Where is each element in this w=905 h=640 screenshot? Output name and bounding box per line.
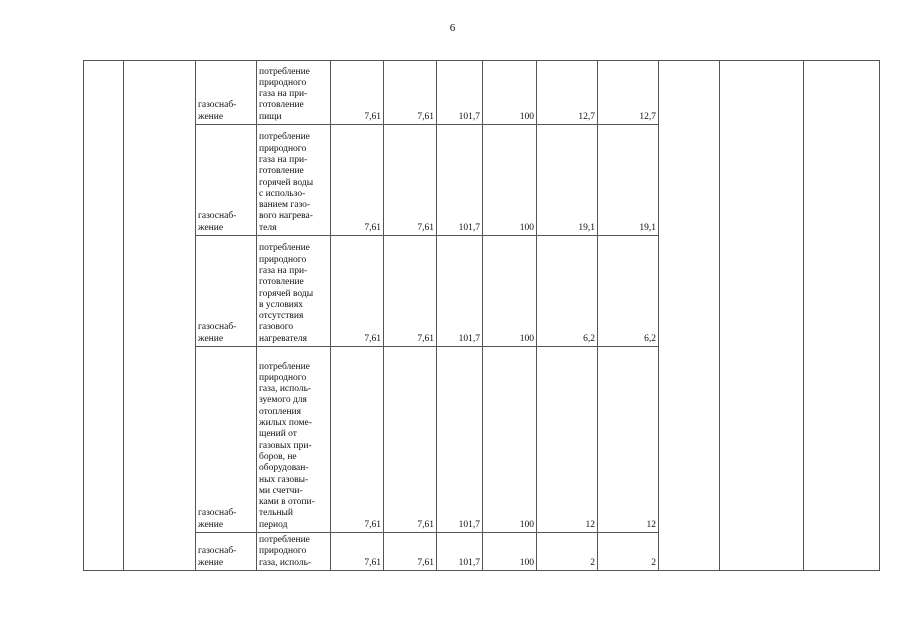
sector-cell: газоснаб- жение bbox=[196, 236, 257, 347]
empty-cell bbox=[84, 61, 124, 571]
value-cell: 7,61 bbox=[331, 533, 384, 571]
value-cell: 19,1 bbox=[537, 125, 598, 236]
value-cell: 7,61 bbox=[384, 347, 437, 533]
empty-cell bbox=[720, 61, 804, 571]
value-cell: 101,7 bbox=[437, 347, 483, 533]
value-cell: 100 bbox=[483, 125, 537, 236]
sector-cell: газоснаб- жение bbox=[196, 533, 257, 571]
value-cell: 7,61 bbox=[331, 61, 384, 125]
description-cell: потребление природного газа, исполь- bbox=[257, 533, 331, 571]
empty-cell bbox=[124, 61, 196, 571]
value-cell: 12 bbox=[598, 347, 659, 533]
description-cell: потребление природного газа на при- готовление горячей воды в условиях отсутствия газового нагревателя bbox=[257, 236, 331, 347]
value-cell: 6,2 bbox=[598, 236, 659, 347]
value-cell: 7,61 bbox=[331, 236, 384, 347]
value-cell: 100 bbox=[483, 533, 537, 571]
value-cell: 7,61 bbox=[331, 347, 384, 533]
value-cell: 7,61 bbox=[384, 125, 437, 236]
value-cell: 7,61 bbox=[384, 236, 437, 347]
value-cell: 101,7 bbox=[437, 533, 483, 571]
sector-cell: газоснаб- жение bbox=[196, 125, 257, 236]
value-cell: 7,61 bbox=[331, 125, 384, 236]
value-cell: 101,7 bbox=[437, 125, 483, 236]
sector-cell: газоснаб- жение bbox=[196, 347, 257, 533]
description-cell: потребление природного газа, исполь- зуемого для отопления жилых поме- щений от газовых при- боров, не оборудован- ных газовы- ми счетчи- ками в отопи- тельный период bbox=[257, 347, 331, 533]
value-cell: 100 bbox=[483, 236, 537, 347]
empty-cell bbox=[804, 61, 880, 571]
sector-cell: газоснаб- жение bbox=[196, 61, 257, 125]
value-cell: 101,7 bbox=[437, 236, 483, 347]
description-cell: потребление природного газа на при- готовление пищи bbox=[257, 61, 331, 125]
value-cell: 6,2 bbox=[537, 236, 598, 347]
value-cell: 7,61 bbox=[384, 61, 437, 125]
tariff-table bbox=[83, 60, 880, 571]
value-cell: 7,61 bbox=[384, 533, 437, 571]
value-cell: 19,1 bbox=[598, 125, 659, 236]
value-cell: 101,7 bbox=[437, 61, 483, 125]
value-cell: 12,7 bbox=[598, 61, 659, 125]
value-cell: 12,7 bbox=[537, 61, 598, 125]
value-cell: 100 bbox=[483, 347, 537, 533]
page-number: 6 bbox=[449, 22, 456, 34]
value-cell: 100 bbox=[483, 61, 537, 125]
value-cell: 2 bbox=[598, 533, 659, 571]
description-cell: потребление природного газа на при- готовление горячей воды с использо- ванием газо- вого нагрева- теля bbox=[257, 125, 331, 236]
empty-cell bbox=[659, 61, 720, 571]
table-row bbox=[84, 61, 880, 125]
value-cell: 2 bbox=[537, 533, 598, 571]
value-cell: 12 bbox=[537, 347, 598, 533]
